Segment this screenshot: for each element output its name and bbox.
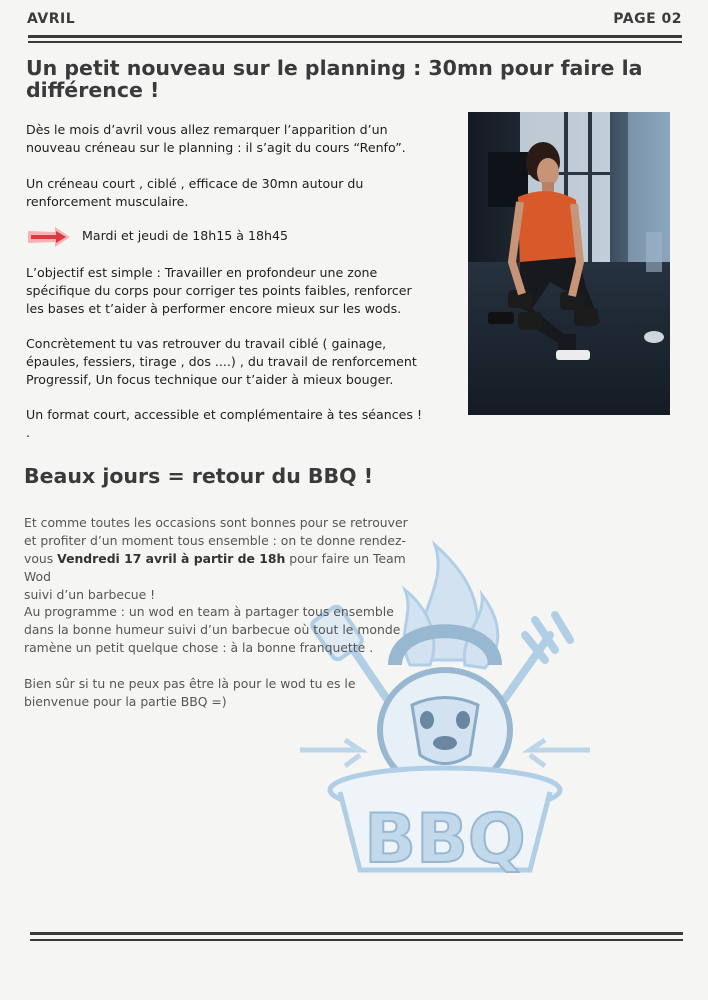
footer-rule-bottom: [30, 939, 683, 941]
bbq-note-paragraph: Bien sûr si tu ne peux pas être là pour le wod tu es le bienvenue pour la partie BBQ =): [24, 676, 356, 709]
header-rule-top: [28, 35, 682, 38]
bbq-program-paragraph: Au programme : un wod en team à partager tous ensemble dans la bonne humeur suivi d’un barbecue où tout le monde ramène un petit quelque chose : à la bonne franquette .: [24, 604, 401, 655]
article-title-bbq: Beaux jours = retour du BBQ !: [24, 464, 374, 488]
article-title-renfo: Un petit nouveau sur le planning : 30mn pour faire la différence !: [26, 56, 643, 102]
bbq-event-date: Vendredi 17 avril à partir de 18h: [57, 551, 286, 566]
renfo-content-paragraph: Concrètement tu vas retrouver du travail ciblé ( gainage, épaules, fessiers, tirage , dos ....) , du travail de renforcement Progressif, Un focus technique our t’aider à mieux bouger.: [26, 336, 417, 387]
renfo-description-paragraph: Un créneau court , ciblé , efficace de 30mn autour du renforcement musculaire.: [26, 176, 364, 209]
header-rule-bottom: [28, 41, 682, 43]
renfo-objective-paragraph: L’objectif est simple : Travailler en profondeur une zone spécifique du corps pour corriger tes points faibles, renforcer les bases et t’aider à performer encore mieux sur les wods.: [26, 265, 412, 316]
footer-rule-top: [30, 932, 683, 935]
athlete-lunge-photo: [468, 112, 670, 415]
renfo-schedule: Mardi et jeudi de 18h15 à 18h45: [82, 228, 288, 243]
bbq-invite-text-end: pour faire un Team Wod suivi d’un barbecue !: [24, 551, 406, 602]
month-label: AVRIL: [27, 11, 76, 27]
bbq-invite-text-start: Et comme toutes les occasions sont bonnes pour se retrouver et profiter d’un moment tous ensemble : on te donne rendez- vous: [24, 515, 408, 566]
renfo-closing-paragraph: Un format court, accessible et complémentaire à tes séances ! .: [26, 407, 423, 440]
page-number: PAGE 02: [613, 11, 682, 27]
bbq-logo-text: BBQ: [364, 800, 526, 879]
arrow-right-icon: [25, 226, 71, 248]
renfo-intro-paragraph: Dès le mois d’avril vous allez remarquer l’apparition d’un nouveau créneau sur le planning : il s’agit du cours “Renfo”.: [26, 122, 406, 155]
bbq-invite-paragraph: [24, 514, 434, 604]
